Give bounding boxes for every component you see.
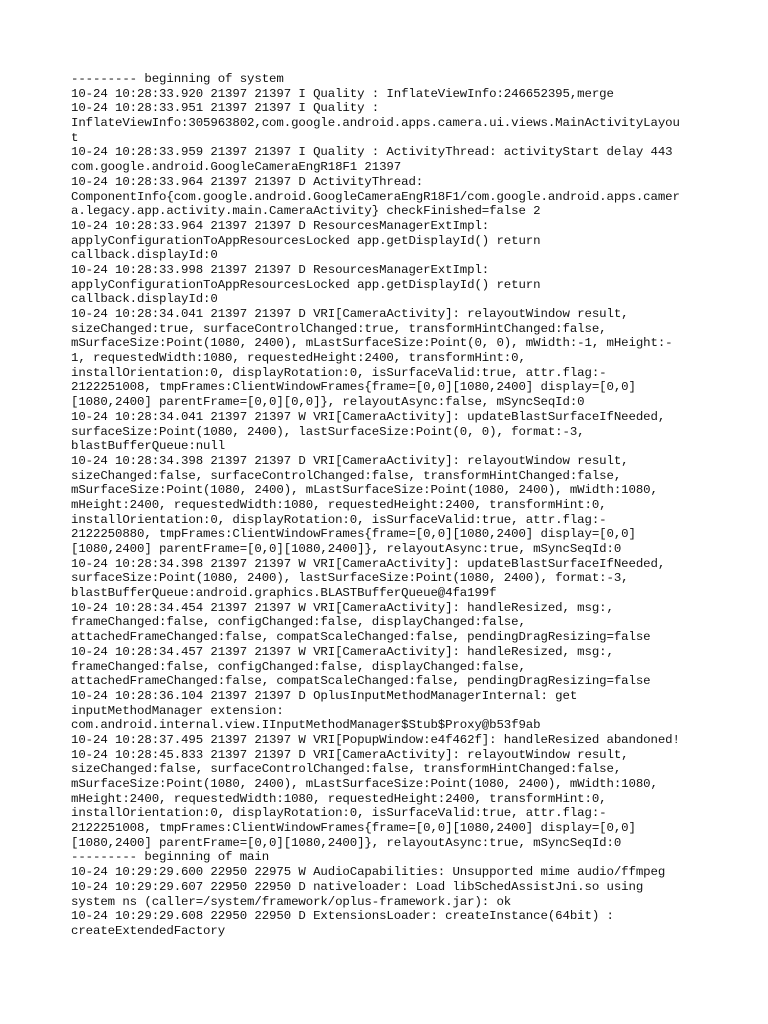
log-line: 10-24 10:28:45.833 21397 21397 D VRI[CameraActivity]: relayoutWindow result, <box>71 747 629 762</box>
log-line: installOrientation:0, displayRotation:0, isSurfaceValid:true, attr.flag:- <box>71 512 607 527</box>
log-line: InflateViewInfo:305963802,com.google.android.apps.camera.ui.views.MainActivityLayou <box>71 116 680 131</box>
log-line: a.legacy.app.activity.main.CameraActivity} checkFinished=false 2 <box>71 204 541 219</box>
log-line: mSurfaceSize:Point(1080, 2400), mLastSurfaceSize:Point(1080, 2400), mWidth:1080, <box>71 777 658 791</box>
log-line: inputMethodManager extension: <box>71 703 284 718</box>
log-line: callback.displayId:0 <box>71 292 218 307</box>
log-line: 10-24 10:28:36.104 21397 21397 D OplusInputMethodManagerInternal: get <box>71 688 578 703</box>
log-line: callback.displayId:0 <box>71 248 218 263</box>
log-line: system ns (caller=/system/framework/oplus-framework.jar): ok <box>71 894 512 909</box>
log-line: mHeight:2400, requestedWidth:1080, requestedHeight:2400, transformHint:0, <box>71 497 607 512</box>
log-line: installOrientation:0, displayRotation:0, isSurfaceValid:true, attr.flag:- <box>71 365 607 380</box>
log-line: 10-24 10:28:33.959 21397 21397 I Quality : ActivityThread: activityStart delay 443 <box>71 145 673 160</box>
log-line: 10-24 10:28:37.495 21397 21397 W VRI[PopupWindow:e4f462f]: handleResized abandoned! <box>71 732 680 747</box>
log-line: sizeChanged:true, surfaceControlChanged:true, transformHintChanged:false, <box>71 321 607 336</box>
log-line: 10-24 10:28:34.457 21397 21397 W VRI[CameraActivity]: handleResized, msg:, <box>71 644 614 659</box>
log-line: frameChanged:false, configChanged:false, displayChanged:false, <box>71 615 526 630</box>
log-line: 1, requestedWidth:1080, requestedHeight:2400, transformHint:0, <box>71 351 526 366</box>
log-line: createExtendedFactory <box>71 923 226 938</box>
log-line: mSurfaceSize:Point(1080, 2400), mLastSurfaceSize:Point(1080, 2400), mWidth:1080, <box>71 483 658 498</box>
log-line: com.android.internal.view.IInputMethodManager$Stub$Proxy@b53f9ab <box>71 718 541 733</box>
log-line: 2122251008, tmpFrames:ClientWindowFrames{frame=[0,0][1080,2400] display=[0,0] <box>71 821 636 836</box>
log-line: surfaceSize:Point(1080, 2400), lastSurfaceSize:Point(1080, 2400), format:-3, <box>71 571 629 586</box>
log-line: applyConfigurationToAppResourcesLocked app.getDisplayId() return <box>71 233 541 248</box>
log-line: 10-24 10:29:29.608 22950 22950 D ExtensionsLoader: createInstance(64bit) : <box>71 909 614 924</box>
log-line: [1080,2400] parentFrame=[0,0][1080,2400]}, relayoutAsync:true, mSyncSeqId:0 <box>71 835 622 850</box>
log-line: t <box>71 130 79 145</box>
log-document <box>71 72 699 939</box>
log-line: [1080,2400] parentFrame=[0,0][0,0]}, relayoutAsync:false, mSyncSeqId:0 <box>71 395 585 410</box>
log-line: 10-24 10:28:34.398 21397 21397 W VRI[CameraActivity]: updateBlastSurfaceIfNeeded, <box>71 556 666 571</box>
log-line: 10-24 10:28:34.398 21397 21397 D VRI[CameraActivity]: relayoutWindow result, <box>71 453 629 468</box>
log-line: 10-24 10:28:33.951 21397 21397 I Quality : <box>71 101 380 116</box>
log-line: sizeChanged:false, surfaceControlChanged:false, transformHintChanged:false, <box>71 762 622 777</box>
log-line: ComponentInfo{com.google.android.GoogleCameraEngR18F1/com.google.android.apps.camer <box>71 189 680 204</box>
log-line: --------- beginning of system <box>71 72 284 86</box>
log-line: 10-24 10:28:33.920 21397 21397 I Quality : InflateViewInfo:246652395,merge <box>71 86 614 101</box>
log-line: blastBufferQueue:null <box>71 439 226 454</box>
log-line: surfaceSize:Point(1080, 2400), lastSurfaceSize:Point(0, 0), format:-3, <box>71 424 585 439</box>
log-line: 10-24 10:28:34.041 21397 21397 D VRI[CameraActivity]: relayoutWindow result, <box>71 307 629 321</box>
log-line: --------- beginning of main <box>71 850 270 865</box>
log-line: applyConfigurationToAppResourcesLocked app.getDisplayId() return <box>71 277 541 292</box>
log-line: 10-24 10:29:29.600 22950 22975 W AudioCapabilities: Unsupported mime audio/ffmpeg <box>71 865 666 880</box>
log-line: 10-24 10:28:33.998 21397 21397 D ResourcesManagerExtImpl: <box>71 262 490 277</box>
log-line: mSurfaceSize:Point(1080, 2400), mLastSurfaceSize:Point(0, 0), mWidth:-1, mHeight:- <box>71 336 673 351</box>
log-line: mHeight:2400, requestedWidth:1080, requestedHeight:2400, transformHint:0, <box>71 791 607 806</box>
log-line: sizeChanged:false, surfaceControlChanged:false, transformHintChanged:false, <box>71 468 622 483</box>
log-line: 10-24 10:28:34.041 21397 21397 W VRI[CameraActivity]: updateBlastSurfaceIfNeeded, <box>71 409 666 424</box>
log-line: com.google.android.GoogleCameraEngR18F1 21397 <box>71 160 402 175</box>
log-line: 2122250880, tmpFrames:ClientWindowFrames{frame=[0,0][1080,2400] display=[0,0] <box>71 527 636 542</box>
log-line: attachedFrameChanged:false, compatScaleChanged:false, pendingDragResizing=false <box>71 630 651 645</box>
log-line: 10-24 10:28:33.964 21397 21397 D ActivityThread: <box>71 174 424 189</box>
log-line: frameChanged:false, configChanged:false, displayChanged:false, <box>71 659 526 674</box>
log-line: 10-24 10:29:29.607 22950 22950 D nativeloader: Load libSchedAssistJni.so using <box>71 879 644 894</box>
log-line: blastBufferQueue:android.graphics.BLASTBufferQueue@4fa199f <box>71 586 497 601</box>
log-line: 10-24 10:28:34.454 21397 21397 W VRI[CameraActivity]: handleResized, msg:, <box>71 600 614 615</box>
log-line: 2122251008, tmpFrames:ClientWindowFrames{frame=[0,0][1080,2400] display=[0,0] <box>71 380 636 395</box>
log-line: [1080,2400] parentFrame=[0,0][1080,2400]}, relayoutAsync:true, mSyncSeqId:0 <box>71 542 622 556</box>
log-line: installOrientation:0, displayRotation:0, isSurfaceValid:true, attr.flag:- <box>71 806 607 821</box>
log-line: 10-24 10:28:33.964 21397 21397 D ResourcesManagerExtImpl: <box>71 218 490 233</box>
log-line: attachedFrameChanged:false, compatScaleChanged:false, pendingDragResizing=false <box>71 674 651 689</box>
